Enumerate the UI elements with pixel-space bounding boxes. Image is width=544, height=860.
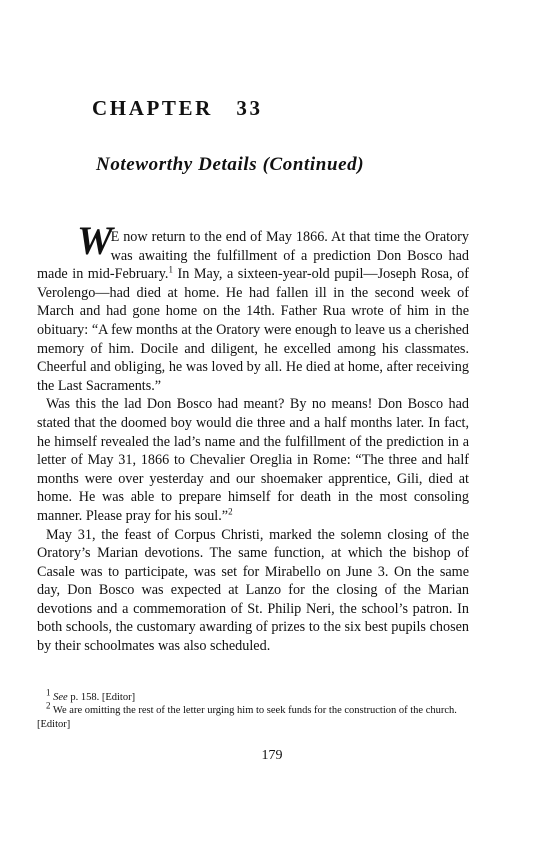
footnotes	[37, 687, 469, 731]
footnote-2	[37, 700, 469, 731]
paragraph-1-text: E now return to the end of May 1866. At that time the Oratory was awaiting the fulfillment of a prediction Don Bosco had made in mid-February.	[37, 229, 469, 283]
page-number: 179	[261, 748, 283, 763]
chapter-subtitle: Noteworthy Details (Continued)	[96, 154, 365, 175]
drop-cap: W	[77, 218, 109, 263]
footnote-1-lead: See	[53, 692, 68, 703]
footnote-marker-1: 1	[46, 687, 51, 698]
paragraph-1	[37, 218, 469, 395]
chapter-heading: CHAPTER 33	[92, 96, 263, 120]
footnote-2-text: We are omitting the rest of the letter urging him to seek funds for the construction of the church. [Editor]	[37, 705, 457, 730]
body-text	[37, 218, 469, 656]
footnote-ref-2[interactable]: 2	[228, 506, 233, 517]
footnote-1	[37, 687, 469, 704]
paragraph-1-text-cont: In May, a sixteen-year-old pupil—Joseph Rosa, of Verolengo—had died at home. He had fallen ill in the second week of March and had gone home on the 14th. Father Rua wrote of him in the obituary: “A few months at the Oratory were enough to leave us a cherished memory of him. Docile and diligent, he excelled among his classmates. Cheerful and obliging, he was loved by all. He died at home, after receiving the Last Sacraments.”	[37, 266, 469, 394]
footnote-ref-1[interactable]: 1	[168, 264, 173, 275]
paragraph-2-text: Was this the lad Don Bosco had meant? By no means! Don Bosco had stated that the doomed boy would die three and a half months later. In fact, he himself revealed the lad’s name and the fulfillment of the prediction in a letter of May 31, 1866 to Chevalier Oreglia in Rome: “The three and half months were over yesterday and our shoemaker apprentice, Gili, died at home. He was able to prepare himself for death in the most consoling manner. Please pray for his soul.”	[37, 396, 469, 524]
paragraph-2	[37, 395, 469, 525]
paragraph-3: May 31, the feast of Corpus Christi, marked the solemn closing of the Oratory’s Marian devotions. The same function, at which the bishop of Casale was to participate, was set for Mirabello on June 3. On the same day, Don Bosco was expected at Lanzo for the closing of the Marian devotions and a commemoration of St. Philip Neri, the school’s patron. In both schools, the customary awarding of prizes to the six best pupils chosen by their schoolmates was also scheduled.	[37, 526, 469, 655]
footnote-marker-2: 2	[46, 700, 51, 711]
footnote-1-text: p. 158. [Editor]	[67, 692, 136, 703]
